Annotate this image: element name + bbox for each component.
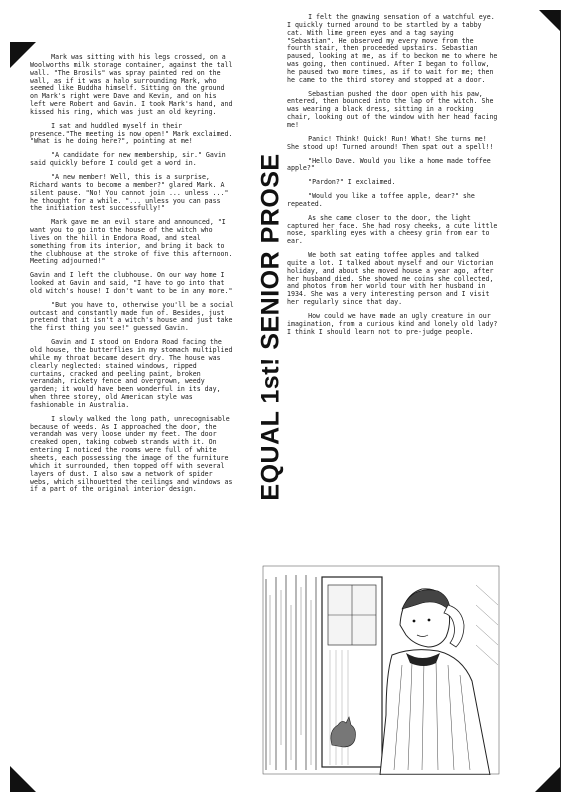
paragraph: Panic! Think! Quick! Run! What! She turns me! She stood up! Turned around! Then spat out a spell!! [287,134,494,151]
paragraph: "But you have to, otherwise you'll be a social outcast and constantly made fun of. Besides, just pretend that it isn't a witch's house and just take the first thing you see!" guessed Gavin. [30,300,234,333]
witch-illustration [262,565,500,775]
paragraph: I felt the gnawing sensation of a watchful eye. I quickly turned around to be startled by a tabby cat. With lime green eyes and a tag saying "Sebastian". He observed my every move from the fourth stair, then proceeded upstairs. Sebastian paused, looking at me, as if to beckon me to where he was going, then continued. After I began to follow, he paused two more times, as if to wait for me; then he came to the third storey and stopped at a door. [287,13,498,84]
paragraph: Gavin and I left the clubhouse. On our way home I looked at Gavin and said, "I have to go into that old witch's house! I don't want to be in any more." [30,271,233,295]
paragraph: Mark gave me an evil stare and announced, "I want you to go into the house of the witch who lives on the hill in Endora Road, and steal something from its interior, and bring it back to the clubhouse at the stroke of five this afternoon. Meeting adjourned!" [30,218,233,266]
paragraph: I slowly walked the long path, unrecognisable because of weeds. As I approached the door, the verandah was very loose under my feet. The door creaked open, taking cobweb strands with it. On entering I noticed the rooms were full of white sheets, each possessing the image of the furniture which it surrounded, then topped off with several layers of dust. I also saw a network of spider webs, which silhouetted the ceilings and windows as if a part of the original interior design. [30,414,233,494]
left-text-column [30,54,235,500]
paragraph: We both sat eating toffee apples and talked quite a lot. I talked about myself and our Victorian holiday, and about she moved house a year ago, after her husband died. She showed me coins she collected, and photos from her world tour with her husband in 1934. She was a very interesting person and I visit her regularly since that day. [287,251,494,307]
paragraph: "Hello Dave. Would you like a home made toffee apple?" [287,156,491,173]
paragraph: How could we have made an ugly creature in our imagination, from a curious kind and lonely old lady? I think I should learn not to pre-judge people. [287,312,498,336]
paragraph: "Pardon?" I exclaimed. [308,178,396,187]
paragraph: Mark was sitting with his legs crossed, on a Woolworths milk storage container, against the tall wall. "The Brosils" was spray painted red on the wall, as if it was a halo surrounding Mark, who seemed like Buddha himself. Sitting on the ground on Mark's right were Dave and Kevin, and on his left were Robert and Gavin. I took Mark's hand, and kissed his ring, which was just an old keyring. [30,53,233,116]
corner-mark-top-right [539,10,561,32]
corner-mark-bottom-right [535,766,561,792]
paragraph: "A new member! Well, this is a surprise, Richard wants to become a member?" glared Mark. A silent pause. "No! You cannot join ... unless ..." he thought for a while. "... unless you can pass the initiation test successfully!" [30,172,229,213]
paragraph: Gavin and I stood on Endora Road facing the old house, the butterflies in my stomach multiplied while my throat became desert dry. The house was clearly neglected: stained windows, ripped curtains, cracked and peeling paint, broken verandah, rickety fence and overgrown, weedy garden; it would have been wonderful in its day, when three storey, old American style was fashionable in Australia. [30,338,233,409]
page-title: EQUAL 1st! SENIOR PROSE [256,153,285,501]
paragraph: I sat and huddled myself in their presence."The meeting is now open!" Mark exclaimed. "What is he doing here?", pointing at me! [30,121,233,146]
paragraph: "A candidate for new membership, sir." Gavin said quickly before I could get a word in. [30,151,226,168]
paragraph: As she came closer to the door, the light captured her face. She had rosy cheeks, a cute little nose, sparkling eyes with a cheesy grin from ear to ear. [287,213,498,246]
paragraph: Sebastian pushed the door open with his paw, entered, then bounced into the lap of the witch. She was wearing a black dress, sitting in a rocking chair, looking out of the window with her head facing me! [287,89,498,129]
page-edge-line [560,10,561,790]
right-text-column [287,14,501,343]
corner-mark-bottom-left [10,766,36,792]
paragraph: "Would you like a toffee apple, dear?" she repeated. [287,192,475,208]
